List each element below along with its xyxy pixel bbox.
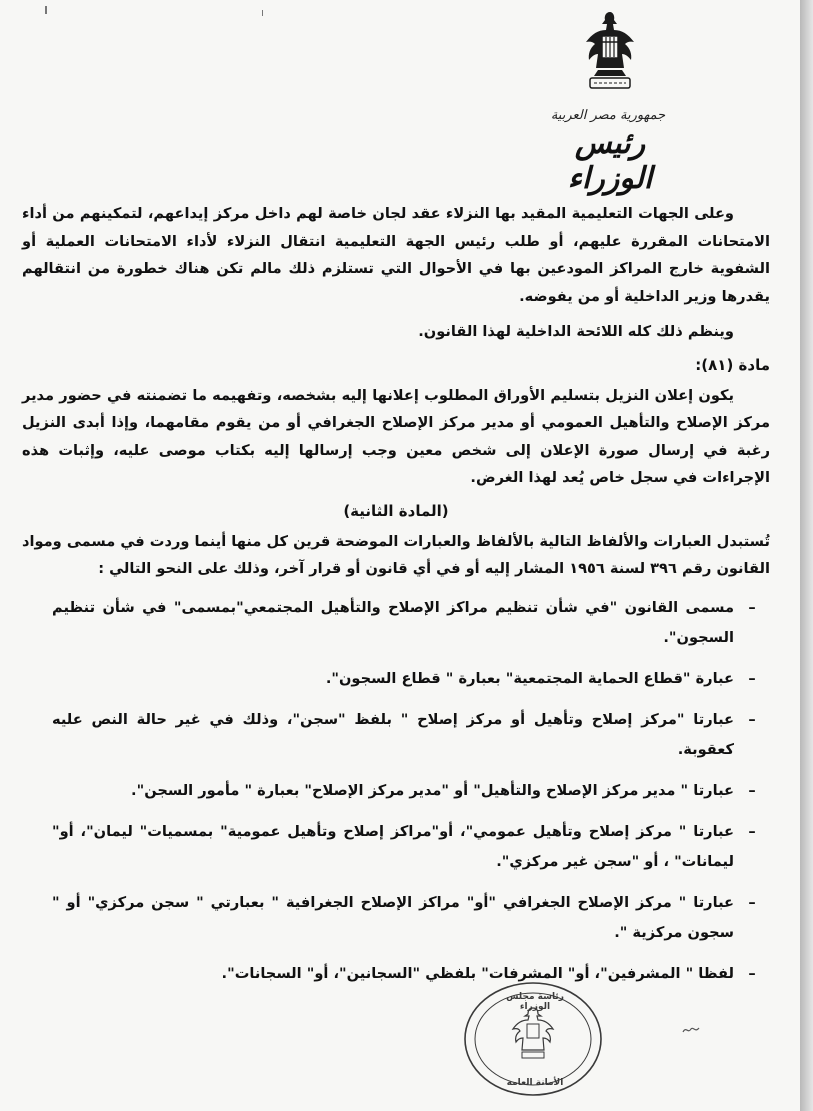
intro-regulation-note: وينظم ذلك كله اللائحة الداخلية لهذا القانون. bbox=[418, 323, 734, 340]
dash-bullet-icon: – bbox=[748, 781, 756, 799]
document-body bbox=[22, 200, 770, 1000]
initials-mark bbox=[682, 1024, 700, 1036]
list-item-text: عبارة "قطاع الحماية المجتمعية" بعبارة " قطاع السجون". bbox=[325, 669, 734, 687]
dash-bullet-icon: – bbox=[748, 669, 756, 687]
article-81-text: يكون إعلان النزيل بتسليم الأوراق المطلوب إعلانها إليه بشخصه، وتفهيمه ما تضمنته في حضور مدير مركز الإصلاح والتأهيل العمومي أو مدير مركز الإصلاح الجغرافي أو من يقوم مقامهما، وإذا أبدى النزيل رغبة في إرسال صورة الإعلان إلى شخص معين وجب إرسالها إليه بكتاب موصى عليه، وإثبات هذه الإجراءات في سجل خاص يُعد لهذا الغرض. bbox=[22, 386, 770, 486]
dash-bullet-icon: – bbox=[748, 710, 756, 728]
list-item bbox=[22, 959, 770, 989]
list-item-text: عبارتا " مركز إصلاح وتأهيل عمومي"، أو"مراكز إصلاح وتأهيل عمومية" بمسميات" ليمان"، أو" ليمانات" ، أو "سجن غير مركزي". bbox=[52, 822, 734, 870]
eagle-emblem-icon bbox=[582, 8, 638, 94]
list-item-text: عبارتا "مركز إصلاح وتأهيل أو مركز إصلاح " بلفظ "سجن"، وذلك في غير حالة النص عليه كعقوبة. bbox=[52, 710, 734, 758]
seal-top-text: رئاسة مجلس الوزراء bbox=[506, 992, 564, 1012]
scan-speck bbox=[45, 6, 47, 14]
list-item-text: عبارتا " مدير مركز الإصلاح والتأهيل" أو "مدير مركز الإصلاح" بعبارة " مأمور السجن". bbox=[131, 781, 734, 799]
list-item-text: مسمى القانون "في شأن تنظيم مراكز الإصلاح والتأهيل المجتمعي"بمسمى" في شأن تنظيم السجون". bbox=[52, 598, 734, 646]
article-2-text: تُستبدل العبارات والألفاظ التالية بالألفاظ والعبارات الموضحة قرين كل منها أينما وردت في مسمى ومواد القانون رقم ٣٩٦ لسنة ١٩٥٦ المشار إليه أو في أي قانون أو قرار آخر، وذلك على النحو التالي : bbox=[22, 532, 770, 577]
list-item-text: لفظا " المشرفين"، أو" المشرفات" بلفظي "السجانين"، أو" السجانات". bbox=[221, 964, 734, 982]
replacement-list bbox=[22, 593, 770, 989]
article-2-heading: (المادة الثانية) bbox=[343, 501, 449, 520]
dash-bullet-icon: – bbox=[748, 893, 756, 911]
intro-paragraph: وعلى الجهات التعليمية المقيد بها النزلاء عقد لجان خاصة لهم داخل مركز إيداعهم، لتمكينهم من أداء الامتحانات المقررة عليهم، أو طلب رئيس الجهة التعليمية انتقال النزلاء لأداء الامتحانات العملية أو الشفوية خارج المراكز المودعين بها في الأحوال التي تستلزم ذلك مالم تكن هناك خطورة من انتقالهم يقدرها وزير الداخلية أو من يفوضه. bbox=[22, 205, 770, 305]
list-item bbox=[22, 888, 770, 948]
org-line: جمهورية مصر العربية bbox=[550, 108, 666, 123]
dash-bullet-icon: – bbox=[748, 598, 756, 616]
list-item bbox=[22, 817, 770, 877]
list-item bbox=[22, 776, 770, 806]
scan-edge-shadow bbox=[800, 0, 813, 1111]
office-title: رئيس الوزراء bbox=[567, 126, 653, 196]
scan-speck bbox=[262, 10, 263, 16]
dash-bullet-icon: – bbox=[748, 822, 756, 840]
seal-bottom-text: الأمانة العامة bbox=[506, 1078, 564, 1088]
list-item bbox=[22, 705, 770, 765]
article-81-heading: مادة (٨١): bbox=[695, 355, 770, 374]
list-item bbox=[22, 664, 770, 694]
dash-bullet-icon: – bbox=[748, 964, 756, 982]
list-item-text: عبارتا " مركز الإصلاح الجغرافي "أو" مراكز الإصلاح الجغرافية " بعبارتي " سجن مركزي" أو " سجون مركزية ". bbox=[52, 893, 734, 941]
list-item bbox=[22, 593, 770, 653]
